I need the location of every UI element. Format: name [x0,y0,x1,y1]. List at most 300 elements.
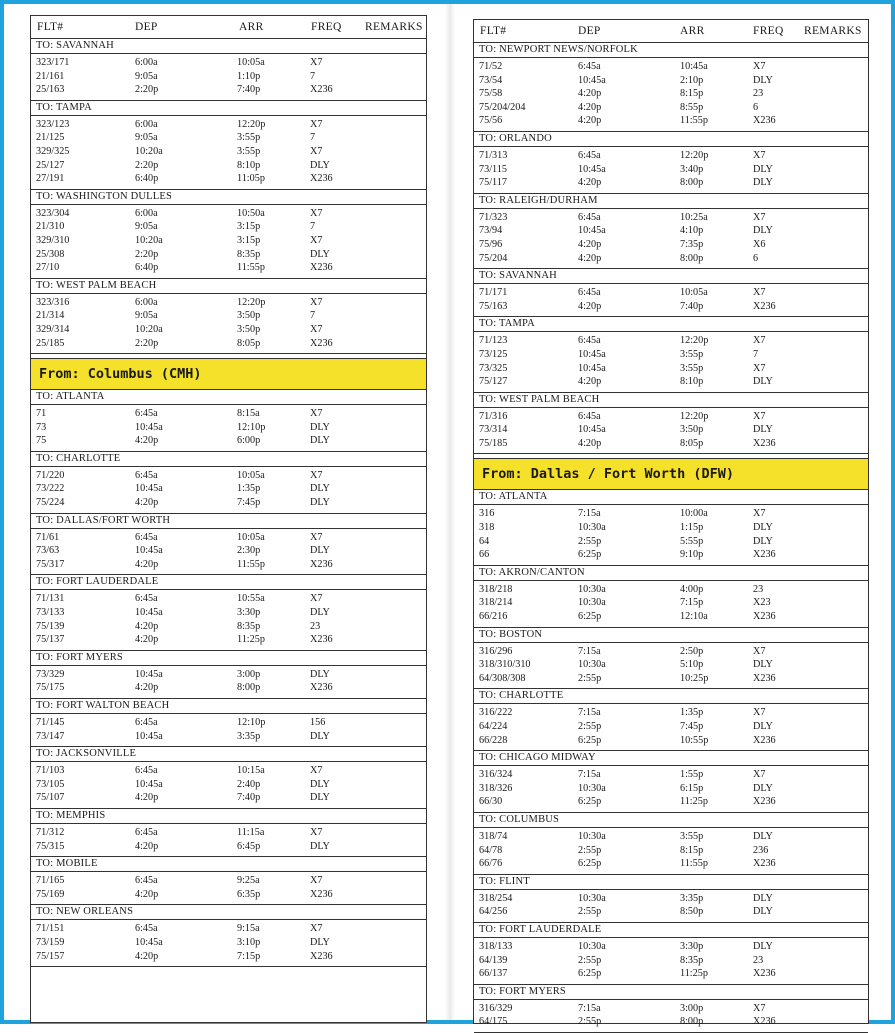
arrival-time: 4:10p [680,225,704,237]
arrival-time: 8:05p [680,437,704,449]
arrival-time: 7:15p [237,950,261,962]
flight-number: 75/317 [36,558,65,570]
arrival-time: 10:05a [237,469,265,481]
destination-title: TO: JACKSONVILLE [31,747,426,762]
frequency: X236 [310,682,333,694]
flight-row [31,888,426,902]
frequency: X7 [753,769,766,781]
flight-list [474,505,868,565]
arrival-time: 10:15a [237,765,265,777]
destination-title: TO: FORT WALTON BEACH [31,699,426,714]
frequency: DLY [753,163,773,175]
flight-row [31,950,426,964]
destination-title: TO: FORT MYERS [474,985,868,1000]
departure-time: 2:55p [578,1016,602,1028]
arrival-time: 6:15p [680,782,704,794]
arrival-time: 3:50p [237,323,261,335]
departure-time: 4:20p [135,435,159,447]
departure-time: 6:25p [578,796,602,808]
flight-number: 73/329 [36,668,65,680]
departure-time: 2:20p [135,84,159,96]
flight-number: 64/224 [479,721,508,732]
flight-row [31,544,426,558]
departure-time: 6:40p [135,173,159,185]
departure-time: 6:45a [135,408,158,420]
flight-list [474,1000,868,1033]
frequency: X7 [753,149,766,161]
destination-title: TO: ATLANTA [31,390,426,405]
arrival-time: 3:15p [237,234,261,246]
frequency: 23 [753,583,764,595]
frequency: X7 [753,645,766,657]
destination-title: TO: FLINT [474,875,868,890]
arrival-time: 11:25p [680,968,708,980]
frequency: X236 [753,549,776,561]
flight-row [31,83,426,97]
flight-list [31,824,426,857]
frequency: X6 [753,238,766,250]
flight-row [31,840,426,854]
flight-list [31,762,426,809]
frequency: X7 [753,410,766,422]
departure-time: 6:45a [135,923,158,935]
departure-time: 2:20p [135,159,159,171]
arrival-time: 8:15a [237,408,260,420]
flight-list [31,405,426,452]
flight-number: 25/308 [36,248,65,260]
frequency: DLY [753,940,773,952]
departure-time: 4:20p [578,437,602,449]
frequency: DLY [310,248,330,260]
departure-time: 4:20p [135,634,159,646]
flight-number: 71/220 [36,469,65,481]
flight-row [31,778,426,792]
flight-row [31,764,426,778]
arrival-time: 3:55p [237,145,261,157]
departure-time: 6:25p [578,968,602,980]
flight-row [31,791,426,805]
frequency: X7 [310,296,323,308]
header-arr: ARR [680,25,705,37]
flight-number: 73/63 [36,545,60,557]
arrival-time: 1:35p [680,707,704,719]
flight-row [31,922,426,936]
departure-time: 2:55p [578,906,602,918]
flight-number: 21/310 [36,221,65,233]
flight-number: 73/54 [479,74,503,86]
flight-number: 316/222 [479,707,513,719]
departure-time: 6:45a [578,287,601,299]
destination-title: TO: FORT LAUDERDALE [31,575,426,590]
arrival-time: 12:10p [237,421,266,433]
arrival-time: 1:10p [237,70,261,82]
flight-list [474,581,868,628]
departure-time: 10:30a [578,522,606,534]
flight-number: 316/329 [479,1002,513,1014]
flight-row [474,101,868,115]
departure-time: 9:05a [135,310,158,322]
flight-row [31,296,426,310]
frequency: 23 [753,954,764,966]
frequency: X7 [753,707,766,719]
arrival-time: 7:35p [680,238,704,250]
arrival-time: 11:55p [237,558,265,570]
arrival-time: 11:25p [680,796,708,808]
schedule-page-left [30,15,427,1023]
flight-row [474,706,868,720]
destination-title: TO: BOSTON [474,628,868,643]
flight-number: 25/127 [36,159,65,171]
departure-time: 4:20p [135,620,159,632]
departure-time: 6:00a [135,207,158,219]
frequency: DLY [753,376,773,388]
arrival-time: 3:10p [237,936,261,948]
arrival-time: 7:45p [237,497,261,509]
flight-number: 21/125 [36,132,65,144]
arrival-time: 3:30p [237,607,261,619]
flight-number: 75/58 [479,88,503,100]
departure-time: 7:15a [578,707,601,719]
arrival-time: 1:35p [237,483,261,495]
departure-time: 10:45a [578,163,606,175]
frequency: DLY [753,721,773,732]
flight-list [31,920,426,967]
departure-time: 6:45a [135,826,158,838]
flight-number: 75/163 [479,300,508,312]
arrival-time: 1:15p [680,522,704,534]
arrival-time: 2:10p [680,74,704,86]
flight-row [31,469,426,483]
frequency: X7 [753,211,766,223]
flight-row [31,482,426,496]
frequency: 23 [310,620,321,632]
frequency: DLY [753,906,773,918]
arrival-time: 10:55a [237,593,265,605]
destination-title: TO: TAMPA [31,101,426,116]
flight-row [31,220,426,234]
departure-time: 10:30a [578,659,606,671]
frequency: 7 [310,221,316,233]
flight-row [474,535,868,549]
frequency: X23 [753,597,771,609]
departure-time: 6:40p [135,262,159,274]
frequency: 6 [753,252,759,264]
destination-title: TO: TAMPA [474,317,868,332]
flight-row [31,633,426,647]
arrival-time: 3:30p [680,940,704,952]
flight-row [31,118,426,132]
departure-time: 10:45a [578,74,606,86]
arrival-time: 7:40p [237,84,261,96]
departure-time: 10:45a [135,778,163,790]
flight-number: 66/76 [479,858,503,870]
departure-time: 10:30a [578,892,606,904]
flight-row [31,131,426,145]
frequency: 236 [753,844,769,856]
flight-number: 73/115 [479,163,507,175]
frequency: X7 [753,362,766,374]
flight-number: 66/137 [479,968,508,980]
frequency: 7 [753,348,759,360]
frequency: 7 [310,70,316,82]
departure-time: 4:20p [578,177,602,189]
flight-list [31,529,426,576]
flight-row [474,211,868,225]
flight-row [474,348,868,362]
flight-number: 73/325 [479,362,508,374]
flight-number: 75/175 [36,682,65,694]
flight-row [474,583,868,597]
header-dep: DEP [135,21,158,33]
flight-row [474,857,868,871]
departure-time: 10:45a [135,483,163,495]
departure-time: 7:15a [578,508,601,520]
frequency: X7 [753,508,766,520]
flight-number: 25/185 [36,337,65,349]
flight-row [31,592,426,606]
flight-number: 318/214 [479,597,513,609]
flight-row [31,207,426,221]
flight-number: 71/323 [479,211,508,223]
frequency: X7 [310,145,323,157]
frequency: DLY [310,421,330,433]
destination-title: TO: RALEIGH/DURHAM [474,194,868,209]
arrival-time: 8:00p [680,252,704,264]
frequency: DLY [753,74,773,86]
arrival-time: 7:40p [680,300,704,312]
destination-title: TO: SAVANNAH [31,39,426,54]
arrival-time: 8:05p [237,337,261,349]
flight-row [31,716,426,730]
flight-list [31,205,426,279]
flight-number: 27/10 [36,262,60,274]
flight-number: 25/163 [36,84,65,96]
frequency: DLY [753,892,773,904]
flight-number: 73/133 [36,607,65,619]
schedule-body-right [474,43,868,1033]
flight-list [31,54,426,101]
arrival-time: 8:50p [680,906,704,918]
departure-time: 6:00a [135,118,158,130]
frequency: X236 [310,84,333,96]
departure-time: 10:30a [578,830,606,842]
flight-number: 73/94 [479,225,503,237]
destination-title: TO: CHARLOTTE [31,452,426,467]
flight-number: 64/139 [479,954,508,966]
departure-time: 2:55p [578,954,602,966]
departure-time: 6:45a [578,61,601,72]
flight-number: 75/204 [479,252,508,264]
flight-row [474,905,868,919]
flight-row [474,60,868,74]
departure-time: 2:55p [578,721,602,732]
flight-row [31,936,426,950]
flight-number: 75/56 [479,115,503,127]
departure-time: 4:20p [135,888,159,900]
arrival-time: 3:35p [680,892,704,904]
flight-row [474,114,868,128]
arrival-time: 8:35p [680,954,704,966]
flight-row [474,1015,868,1029]
flight-row [31,531,426,545]
flight-number: 71/52 [479,61,503,72]
frequency: X7 [753,1002,766,1014]
destination-title: TO: ATLANTA [474,490,868,505]
destination-title: TO: DALLAS/FORT WORTH [31,514,426,529]
departure-time: 10:30a [578,940,606,952]
flight-row [31,172,426,186]
frequency: 156 [310,717,326,728]
frequency: X7 [310,469,323,481]
frequency: DLY [753,225,773,237]
arrival-time: 3:15p [237,221,261,233]
arrival-time: 6:35p [237,888,261,900]
departure-time: 10:20a [135,145,163,157]
frequency: X236 [753,968,776,980]
flight-list [474,408,868,455]
arrival-time: 8:35p [237,620,261,632]
arrival-time: 3:40p [680,163,704,175]
origin-banner: From: Columbus (CMH) [31,358,426,390]
departure-time: 2:55p [578,672,602,684]
frequency: X236 [753,858,776,870]
frequency: X236 [310,634,333,646]
arrival-time: 6:00p [237,435,261,447]
flight-row [474,844,868,858]
departure-time: 2:55p [578,844,602,856]
flight-row [31,606,426,620]
departure-time: 6:45a [578,149,601,161]
flight-row [474,954,868,968]
arrival-time: 11:25p [237,634,265,646]
flight-number: 64/256 [479,906,508,918]
flight-number: 318/326 [479,782,513,794]
departure-time: 10:30a [578,782,606,794]
flight-number: 318/310/310 [479,659,531,671]
departure-time: 4:20p [578,88,602,100]
flight-row [31,145,426,159]
flight-row [31,309,426,323]
flight-row [31,248,426,262]
flight-row [474,507,868,521]
departure-time: 4:20p [135,497,159,509]
flight-number: 75/137 [36,634,65,646]
arrival-time: 11:55p [680,858,708,870]
departure-time: 7:15a [578,769,601,781]
flight-row [31,668,426,682]
flight-number: 66/30 [479,796,503,808]
flight-number: 316 [479,508,495,520]
departure-time: 2:20p [135,248,159,260]
departure-time: 6:00a [135,296,158,308]
arrival-time: 8:00p [680,1016,704,1028]
departure-time: 10:45a [135,730,163,742]
flight-row [474,596,868,610]
header-freq: FREQ [311,21,342,33]
frequency: DLY [753,659,773,671]
flight-row [31,558,426,572]
departure-time: 10:20a [135,234,163,246]
flight-list [31,590,426,650]
flight-number: 329/325 [36,145,70,157]
departure-time: 4:20p [578,376,602,388]
departure-time: 4:20p [578,300,602,312]
departure-time: 10:45a [578,348,606,360]
arrival-time: 10:25p [680,672,709,684]
flight-number: 323/171 [36,57,70,68]
page-gutter [445,4,455,1020]
flight-number: 71 [36,408,47,420]
arrival-time: 5:55p [680,535,704,547]
arrival-time: 11:05p [237,173,265,185]
arrival-time: 6:45p [237,840,261,852]
departure-time: 4:20p [578,101,602,113]
flight-list [474,58,868,132]
flight-row [474,375,868,389]
departure-time: 9:05a [135,132,158,144]
frequency: DLY [310,607,330,619]
flight-number: 75/185 [479,437,508,449]
flight-number: 323/123 [36,118,70,130]
column-header [31,16,426,39]
flight-number: 316/296 [479,645,513,657]
frequency: DLY [753,830,773,842]
arrival-time: 11:55p [237,262,265,274]
flight-row [474,149,868,163]
arrival-time: 9:25a [237,875,260,887]
flight-number: 73/222 [36,483,65,495]
arrival-time: 8:35p [237,248,261,260]
flight-list [474,704,868,751]
departure-time: 10:30a [578,597,606,609]
departure-time: 10:20a [135,323,163,335]
arrival-time: 8:10p [237,159,261,171]
flight-row [31,261,426,275]
frequency: X7 [310,207,323,219]
frequency: X7 [310,408,323,420]
flight-number: 73 [36,421,47,433]
flight-row [474,720,868,734]
arrival-time: 7:40p [237,792,261,804]
flight-number: 71/103 [36,765,65,777]
frequency: 7 [310,132,316,144]
departure-time: 10:45a [135,545,163,557]
arrival-time: 10:55p [680,734,709,746]
flight-row [474,362,868,376]
arrival-time: 8:10p [680,376,704,388]
departure-time: 10:45a [578,362,606,374]
frequency: X236 [753,611,776,623]
schedule-body-left [31,39,426,967]
arrival-time: 4:00p [680,583,704,595]
flight-row [31,337,426,351]
flight-list [474,332,868,392]
flight-row [31,730,426,744]
frequency: X7 [310,323,323,335]
flight-number: 318/133 [479,940,513,952]
frequency: X236 [753,734,776,746]
arrival-time: 3:55p [680,362,704,374]
frequency: X7 [753,61,766,72]
flight-number: 75/117 [479,177,507,189]
departure-time: 4:20p [578,252,602,264]
flight-row [474,423,868,437]
frequency: X236 [310,337,333,349]
arrival-time: 10:00a [680,508,708,520]
arrival-time: 10:25a [680,211,708,223]
arrival-time: 9:15a [237,923,260,935]
flight-number: 64/308/308 [479,672,526,684]
